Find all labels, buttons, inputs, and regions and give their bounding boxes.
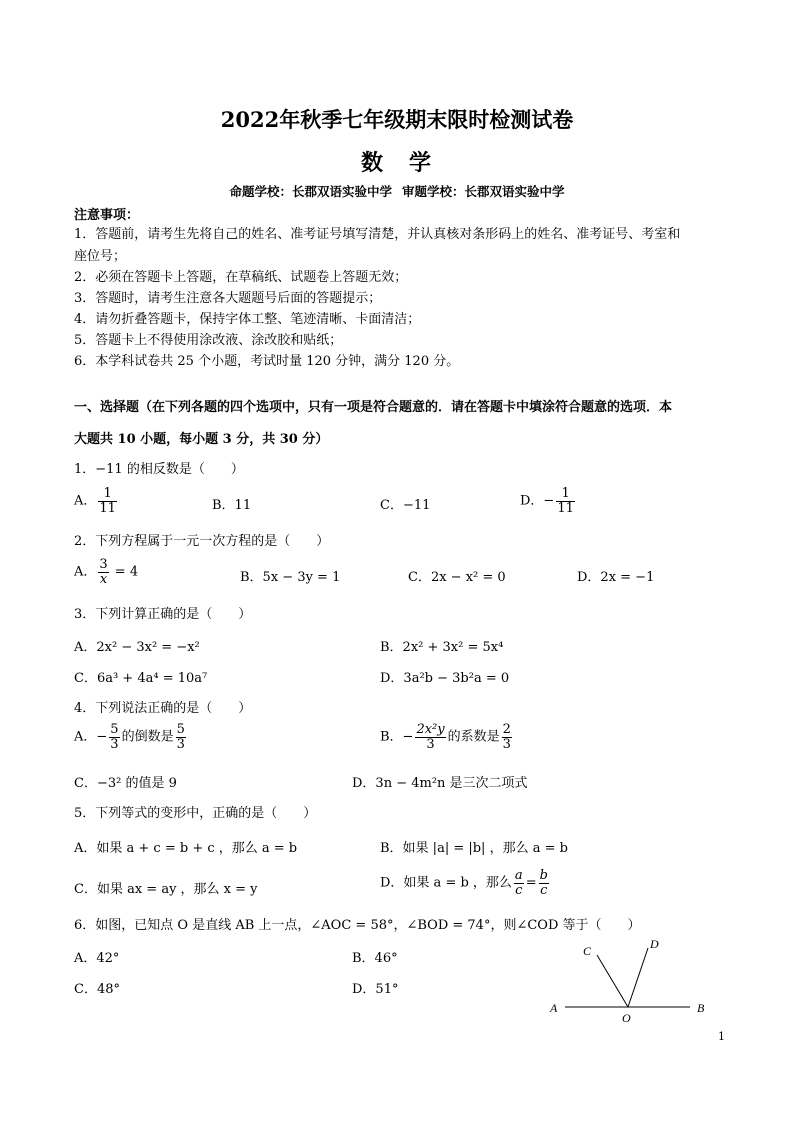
q1-a-num: 1 xyxy=(98,487,117,502)
q4-a-fraction-2 xyxy=(176,723,186,751)
q2-a-num: 3 xyxy=(99,557,108,572)
q1-d-den: 11 xyxy=(557,500,574,516)
q4-option-d: D．3n − 4m²n 是三次二项式 xyxy=(352,776,528,791)
q4-a-den-1: 3 xyxy=(110,736,119,752)
note-line-6: 5．答题卡上不得使用涂改液、涂改胶和贴纸； xyxy=(74,333,343,348)
q4-option-b xyxy=(380,723,514,751)
label-o: O xyxy=(622,1011,631,1025)
q4-a-num-2: 5 xyxy=(176,722,185,737)
q3-option-d: D．3a²b − 3b²a = 0 xyxy=(380,671,510,686)
q1-a-label: A． xyxy=(74,493,97,509)
ray-od xyxy=(628,948,648,1007)
q4-a-pre: A．− xyxy=(74,729,108,745)
note-line-2: 座位号； xyxy=(74,249,127,264)
label-a: A xyxy=(550,1001,558,1015)
q5-d-den-1: c xyxy=(515,882,523,898)
q6-stem: 6．如图，已知点 O 是直线 AB 上一点，∠AOC = 58°，∠BOD = 74°，则∠COD 等于（ ） xyxy=(74,918,641,933)
q4-a-den-2: 3 xyxy=(176,736,185,752)
q4-b-num-2: 2 xyxy=(502,722,511,737)
q5-d-eq: = xyxy=(525,875,537,891)
exam-title: 2022年秋季七年级期末限时检测试卷 xyxy=(220,107,574,132)
q2-option-d: D．2x = −1 xyxy=(577,570,655,585)
label-b: B xyxy=(697,1001,705,1015)
note-line-3: 2．必须在答题卡上答题，在草稿纸、试题卷上答题无效； xyxy=(74,270,408,285)
q4-a-fraction-1 xyxy=(109,723,119,751)
q2-option-b: B．5x − 3y = 1 xyxy=(240,570,341,585)
q2-a-fraction xyxy=(98,558,108,586)
q4-a-num-1: 5 xyxy=(110,722,119,737)
q4-b-mid: 的系数是 xyxy=(447,729,500,745)
reviewer-school: 审题学校：长郡双语实验中学 xyxy=(402,184,565,199)
q1-a-fraction xyxy=(98,487,117,515)
q5-d-pre: D．如果 a = b ，那么 xyxy=(380,875,512,891)
q2-option-c: C．2x − x² = 0 xyxy=(408,570,506,585)
q5-d-num-1: a xyxy=(514,868,523,883)
note-line-5: 4．请勿折叠答题卡，保持字体工整、笔迹清晰、卡面清洁； xyxy=(74,312,421,327)
q2-a-tail: = 4 xyxy=(110,564,139,580)
q4-option-a xyxy=(74,723,188,751)
q3-option-a: A．2x² − 3x² = −x² xyxy=(74,640,200,655)
q2-a-den: x xyxy=(99,571,108,587)
q1-option-d xyxy=(520,487,577,515)
q5-d-den-2: c xyxy=(540,882,548,898)
q6-option-d: D．51° xyxy=(352,982,399,997)
q3-option-c: C．6a³ + 4a⁴ = 10a⁷ xyxy=(74,671,208,686)
q2-option-a xyxy=(74,558,138,586)
q4-b-num-1: 2x²y xyxy=(416,722,445,737)
label-d: D xyxy=(650,937,659,951)
q1-option-b: B．11 xyxy=(212,498,252,513)
q1-d-fraction xyxy=(556,487,575,515)
school-line xyxy=(0,182,794,200)
q5-option-b: B．如果 |a| = |b| ，那么 a = b xyxy=(380,841,568,856)
q4-b-pre: B．− xyxy=(380,729,414,745)
note-line-4: 3．答题时，请考生注意各大题题号后面的答题提示； xyxy=(74,291,382,306)
q6-option-a: A．42° xyxy=(74,951,120,966)
note-line-7: 6．本学科试卷共 25 个小题，考试时量 120 分钟，满分 120 分。 xyxy=(74,354,460,369)
q2-a-label: A． xyxy=(74,564,97,580)
q5-option-d xyxy=(380,869,551,897)
q3-option-b: B．2x² + 3x² = 5x⁴ xyxy=(380,640,504,655)
note-line-1: 1．答题前，请考生先将自己的姓名、准考证号填写清楚，并认真核对条形码上的姓名、准考证号、考室和 xyxy=(74,227,681,242)
q1-d-label: D．− xyxy=(520,493,555,509)
q5-d-num-2: b xyxy=(539,868,548,883)
q5-stem: 5．下列等式的变形中，正确的是（ ） xyxy=(74,806,317,821)
q6-option-c: C．48° xyxy=(74,982,120,997)
subject-char-2: 学 xyxy=(409,150,434,176)
q4-stem: 4．下列说法正确的是（ ） xyxy=(74,701,252,716)
ray-oc xyxy=(597,955,628,1007)
q1-a-den: 11 xyxy=(99,500,116,516)
q4-b-fraction-2 xyxy=(502,723,512,751)
q3-stem: 3．下列计算正确的是（ ） xyxy=(74,607,252,622)
subject-title xyxy=(0,146,794,177)
q1-option-c: C．−11 xyxy=(380,498,431,513)
q5-d-fraction-1 xyxy=(514,869,524,897)
q4-a-mid: 的倒数是 xyxy=(121,729,174,745)
q4-b-den-1: 3 xyxy=(426,736,435,752)
subject-char-1: 数 xyxy=(360,150,385,176)
notes-heading: 注意事项： xyxy=(74,208,140,223)
section1-heading-2: 大题共 10 小题，每小题 3 分，共 30 分） xyxy=(74,432,329,447)
q4-b-fraction-1 xyxy=(415,723,445,751)
label-c: C xyxy=(583,944,592,958)
q6-geometry-figure xyxy=(540,930,720,1025)
setter-school: 命题学校：长郡双语实验中学 xyxy=(229,184,392,199)
q1-option-a xyxy=(74,487,119,515)
q6-option-b: B．46° xyxy=(352,951,398,966)
q4-option-c: C．−3² 的值是 9 xyxy=(74,776,177,791)
q1-d-num: 1 xyxy=(556,487,575,502)
section1-heading-1: 一、选择题（在下列各题的四个选项中，只有一项是符合题意的．请在答题卡中填涂符合题意的选项．本 xyxy=(74,400,673,415)
q1-stem: 1．−11 的相反数是（ ） xyxy=(74,462,244,477)
q2-stem: 2．下列方程属于一元一次方程的是（ ） xyxy=(74,534,330,549)
q5-option-c: C．如果 ax = ay ，那么 x = y xyxy=(74,882,258,897)
q4-b-den-2: 3 xyxy=(502,736,511,752)
q5-d-fraction-2 xyxy=(539,869,549,897)
q5-option-a: A．如果 a + c = b + c ，那么 a = b xyxy=(74,841,298,856)
page-number: 1 xyxy=(718,1030,725,1043)
